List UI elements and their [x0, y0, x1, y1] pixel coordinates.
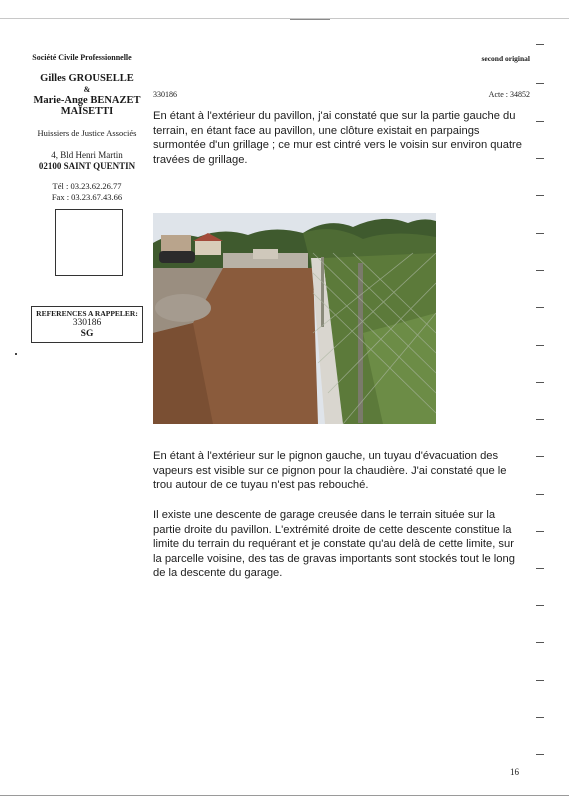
- paragraph-gable-pipe: En étant à l'extérieur sur le pignon gauche, un tuyau d'évacuation des vapeurs est visible sur ce pignon pour la chaudière. J'ai constaté que le trou autour de ce tuyau n'est pas rebouché.: [153, 450, 507, 491]
- margin-tick: [536, 233, 544, 234]
- margin-tick: [536, 680, 544, 681]
- bailiff-name-1: Gilles GROUSELLE: [40, 73, 134, 84]
- margin-tick: [536, 531, 544, 532]
- acte-number: Acte : 34852: [488, 90, 530, 99]
- paragraph-fence: En étant à l'extérieur du pavillon, j'ai constaté que sur la partie gauche du terrain, en étant face au pavillon, une clôture existait en parpaings surmontée d'un grillage ; ce mur est cintré vers le voisin sur environ quatre travées de grillage.: [153, 110, 523, 166]
- margin-tick: [536, 121, 544, 122]
- scan-speck: [15, 353, 17, 355]
- margin-tick: [536, 382, 544, 383]
- paragraph-garage-descent: Il existe une descente de garage creusée dans le terrain située sur la partie droite du pavillon. L'extrémité droite de cette descente constitue la limite du terrain du requérant et je constate qu'au delà de cette limite, sur la parcelle voisine, des tas de gravas importants sont stockés tout le long de la descente du garage.: [153, 509, 515, 579]
- margin-tick: [536, 754, 544, 755]
- margin-tick: [536, 419, 544, 420]
- references-code: SG: [80, 329, 94, 339]
- page-number: 16: [510, 767, 519, 777]
- bailiff-name-2: [22, 95, 152, 117]
- margin-tick: [536, 307, 544, 308]
- margin-tick: [536, 44, 544, 45]
- bottom-scan-line: [0, 795, 569, 796]
- company-type: Société Civile Professionnelle: [32, 53, 132, 62]
- top-scan-line: [0, 18, 569, 19]
- margin-tick: [536, 717, 544, 718]
- margin-tick: [536, 494, 544, 495]
- ampersand: &: [83, 85, 91, 94]
- site-photo: [153, 213, 436, 424]
- references-box: [31, 306, 143, 343]
- margin-tick: [536, 158, 544, 159]
- fax-number: Fax : 03.23.67.43.66: [51, 192, 123, 202]
- margin-tick: [536, 195, 544, 196]
- margin-tick: [536, 83, 544, 84]
- address-city: 02100 SAINT QUENTIN: [38, 161, 136, 171]
- margin-tick: [536, 605, 544, 606]
- bailiff-name-2-line1: Marie-Ange BENAZET: [33, 95, 141, 106]
- phone-number: Tél : 03.23.62.26.77: [52, 181, 122, 191]
- margin-tick: [536, 642, 544, 643]
- firm-role: Huissiers de Justice Associés: [37, 128, 137, 138]
- margin-tick: [536, 456, 544, 457]
- margin-tick: [536, 270, 544, 271]
- stamp-box: [55, 209, 123, 276]
- address-street: 4, Bld Henri Martin: [51, 150, 123, 160]
- references-title: REFERENCES A RAPPELER:: [36, 309, 138, 318]
- top-scan-mark: [290, 19, 330, 20]
- second-original-label: second original: [481, 54, 530, 63]
- bailiff-name-2-line2: MAÏSETTI: [60, 106, 114, 117]
- references-number: 330186: [72, 318, 102, 328]
- dossier-number: 330186: [153, 90, 177, 99]
- margin-tick: [536, 568, 544, 569]
- margin-tick: [536, 345, 544, 346]
